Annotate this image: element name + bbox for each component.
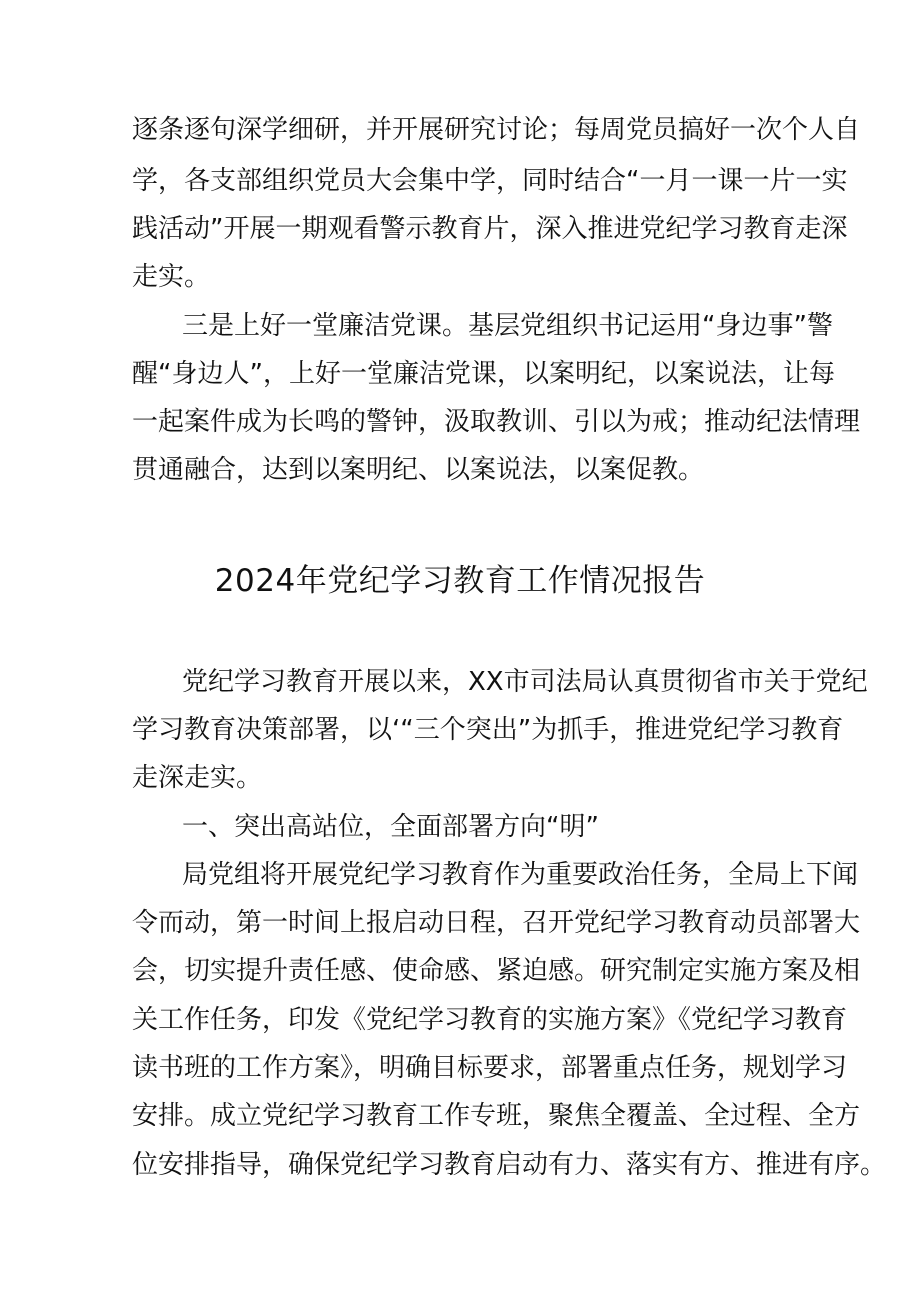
body-line: 醒“身边人”，上好一堂廉洁党课，以案明纪，以案说法，让每 bbox=[132, 359, 835, 389]
paragraph-first-line: 局党组将开展党纪学习教育作为重要政治任务，全局上下闻 bbox=[182, 860, 859, 890]
body-line: 关工作任务，印发《党纪学习教育的实施方案》《党纪学习教育 bbox=[132, 1005, 848, 1035]
report-title: 2024年党纪学习教育工作情况报告 bbox=[214, 563, 706, 599]
body-line: 学习教育决策部署，以‘“三个突出”为抓手，推进党纪学习教育 bbox=[132, 715, 844, 745]
body-line: 学，各支部组织党员大会集中学，同时结合“一月一课一片一实 bbox=[132, 166, 848, 196]
body-line: 令而动，第一时间上报启动日程，召开党纪学习教育动员部署大 bbox=[132, 908, 861, 938]
body-line: 走深走实。 bbox=[132, 763, 263, 793]
body-line: 逐条逐句深学细研，并开展研究讨论；每周党员搞好一次个人自 bbox=[132, 115, 861, 145]
body-line: 一起案件成为长鸣的警钟，汲取教训、引以为戒；推动纪法情理 bbox=[132, 407, 861, 437]
body-line: 践活动”开展一期观看警示教育片，深入推进党纪学习教育走深 bbox=[132, 214, 848, 244]
body-line: 走实。 bbox=[132, 262, 211, 292]
body-line: 读书班的工作方案》，明确目标要求，部署重点任务，规划学习 bbox=[132, 1053, 848, 1083]
body-line: 位安排指导，确保党纪学习教育启动有力、落实有方、推进有序。 bbox=[132, 1150, 887, 1180]
section-heading: 一、突出高站位，全面部署方向“明” bbox=[182, 812, 599, 842]
body-line: 安排。成立党纪学习教育工作专班，聚焦全覆盖、全过程、全方 bbox=[132, 1101, 861, 1131]
body-line: 贯通融合，达到以案明纪、以案说法，以案促教。 bbox=[132, 455, 705, 485]
body-line: 会，切实提升责任感、使命感、紧迫感。研究制定实施方案及相 bbox=[132, 956, 861, 986]
paragraph-first-line: 三是上好一堂廉洁党课。基层党组织书记运用“身边事”警 bbox=[182, 311, 833, 341]
paragraph-first-line: 党纪学习教育开展以来，XX市司法局认真贯彻省市关于党纪 bbox=[182, 667, 868, 697]
